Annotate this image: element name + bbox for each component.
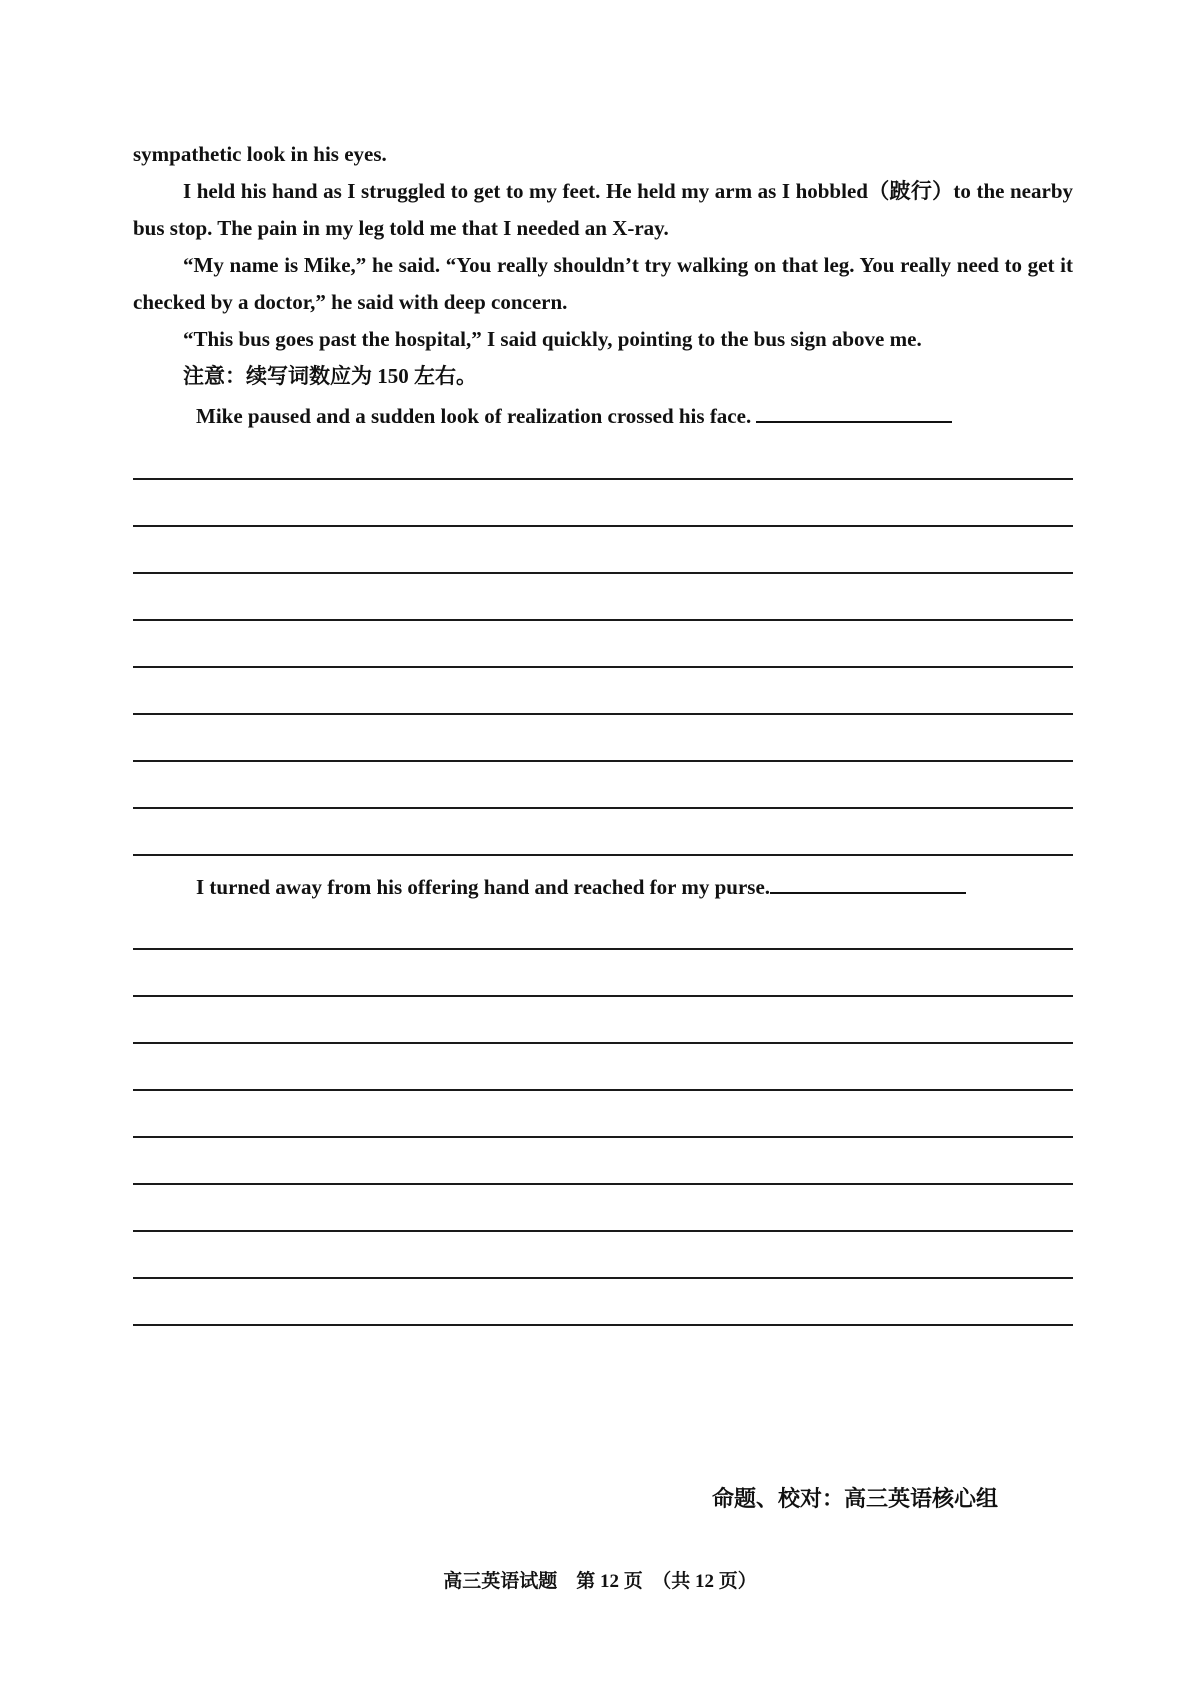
author-credit: 命题、校对：高三英语核心组 bbox=[712, 1486, 999, 1511]
answer-line[interactable] bbox=[133, 478, 1073, 480]
passage-paragraph: “My name is Mike,” he said. “You really shouldn’t try walking on that leg. You really need to get it checked by a doctor,” he said with deep concern. bbox=[133, 253, 1073, 314]
paragraph2-inline-blank[interactable] bbox=[770, 874, 966, 894]
answer-line[interactable] bbox=[133, 760, 1073, 762]
reading-passage bbox=[133, 136, 1073, 395]
answer-line[interactable] bbox=[133, 1230, 1073, 1232]
answer-line[interactable] bbox=[133, 807, 1073, 809]
answer-line[interactable] bbox=[133, 1042, 1073, 1044]
answer-line[interactable] bbox=[133, 1277, 1073, 1279]
answer-line[interactable] bbox=[133, 619, 1073, 621]
answer-line[interactable] bbox=[133, 995, 1073, 997]
answer-line[interactable] bbox=[133, 525, 1073, 527]
answer-line[interactable] bbox=[133, 666, 1073, 668]
answer-line[interactable] bbox=[133, 948, 1073, 950]
paragraph1-prompt bbox=[196, 403, 952, 429]
passage-paragraph: sympathetic look in his eyes. bbox=[133, 142, 387, 166]
paragraph1-inline-blank[interactable] bbox=[756, 403, 952, 423]
passage-paragraph: “This bus goes past the hospital,” I said quickly, pointing to the bus sign above me. bbox=[183, 327, 922, 351]
answer-line[interactable] bbox=[133, 1183, 1073, 1185]
answer-line[interactable] bbox=[133, 1089, 1073, 1091]
answer-line[interactable] bbox=[133, 1136, 1073, 1138]
answer-line[interactable] bbox=[133, 1324, 1073, 1326]
paragraph2-prompt bbox=[196, 874, 966, 900]
answer-line[interactable] bbox=[133, 854, 1073, 856]
passage-paragraph: I held his hand as I struggled to get to my feet. He held my arm as I hobbled（跛行）to the nearby bus stop. The pain in my leg told me that I needed an X-ray. bbox=[133, 179, 1073, 240]
paragraph1-opening-sentence: Mike paused and a sudden look of realization crossed his face. bbox=[196, 404, 752, 428]
answer-line[interactable] bbox=[133, 572, 1073, 574]
paragraph2-opening-sentence: I turned away from his offering hand and reached for my purse. bbox=[196, 875, 771, 899]
word-count-note: 注意：续写词数应为 150 左右。 bbox=[183, 364, 477, 388]
answer-line[interactable] bbox=[133, 713, 1073, 715]
page-footer: 高三英语试题 第 12 页 （共 12 页） bbox=[443, 1571, 757, 1592]
